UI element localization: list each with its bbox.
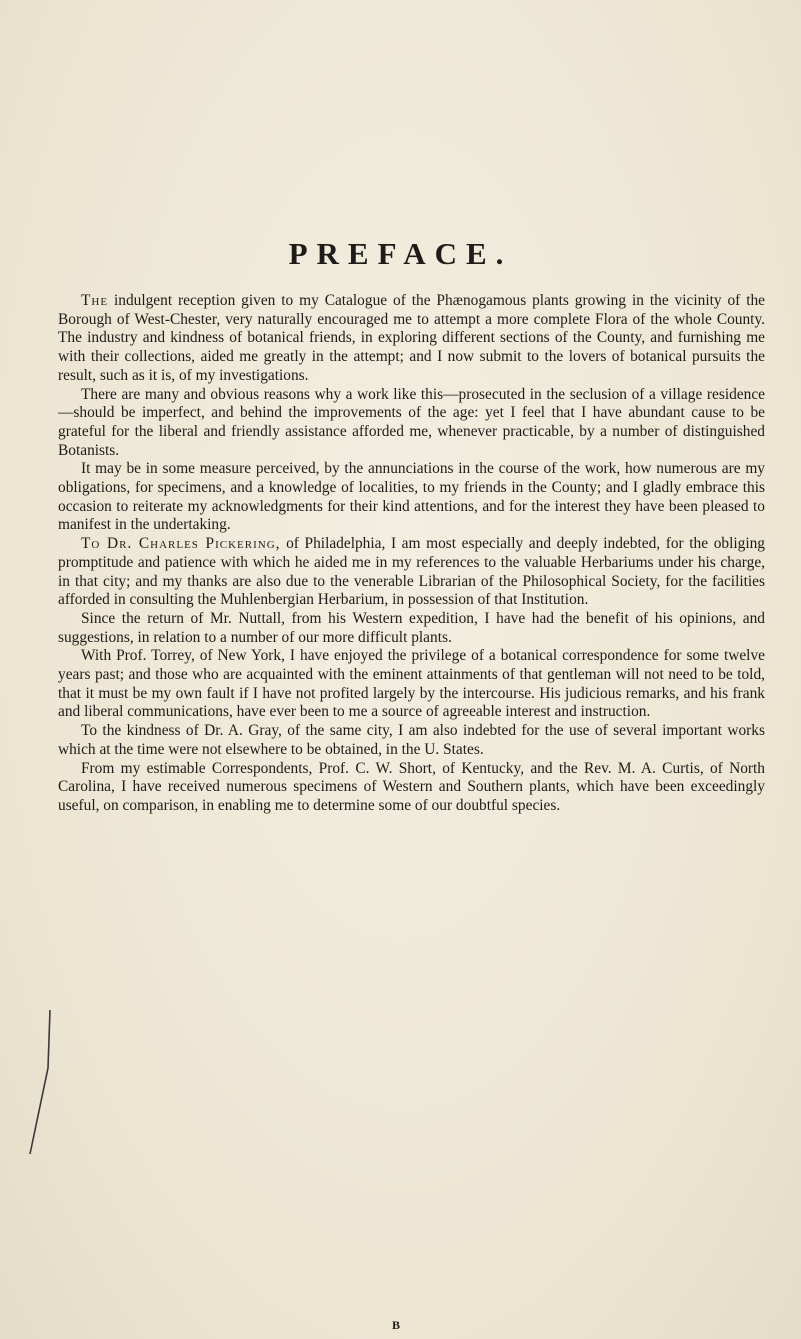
paragraph-text: From my estimable Correspondents, Prof. C. W. Short, of Kentucky, and the Rev. M. A. Curtis, of North Carolina, I have received numerous specimens of Western and Southern plants, which have been exceedingly useful, on comparison, in enabling me to determine some of our doubtful species. — [58, 759, 765, 814]
paragraph-lead: To Dr. Charles Pickering, — [81, 535, 281, 553]
paragraph-6 — [58, 647, 765, 722]
paragraph-1 — [58, 292, 765, 386]
paragraph-5 — [58, 610, 765, 647]
signature-mark: B — [392, 1318, 401, 1332]
paragraph-text: With Prof. Torrey, of New York, I have enjoyed the privilege of a botanical correspondence for some twelve years past; and those who are acquainted with the eminent attainments of that gentleman will not need to be told, that it must be my own fault if I have not profited largely by the intercourse. His judicious remarks, and his frank and liberal communications, have ever been to me a source of agreeable interest and instruction. — [58, 647, 765, 721]
paragraph-2 — [58, 386, 765, 461]
paragraph-text: There are many and obvious reasons why a work like this—prosecuted in the seclusion of a village residence—should be imperfect, and behind the improvements of the age: yet I feel that I have abundant cause to be grateful for the liberal and friendly assistance afforded me, whenever practicable, by a number of distinguished Botanists. — [58, 385, 765, 459]
paragraph-text: Since the return of Mr. Nuttall, from his Western expedition, I have had the benefit of his opinions, and suggestions, in relation to a number of our more difficult plants. — [58, 609, 765, 646]
paragraph-text: of Philadelphia, I am most especially and deeply indebted, for the obliging promptitude and patience with which he aided me in my references to the valuable Herbariums under his charge, in that city; and my thanks are also due to the venerable Librarian of the Philosophical Society, for the facilities afforded in consulting the Muhlenbergian Herbarium, in possession of that Institution. — [58, 535, 765, 609]
paragraph-text: indulgent reception given to my Catalogue of the Phænogamous plants growing in the vicinity of the Borough of West-Chester, very naturally encouraged me to attempt a more complete Flora of the whole County. The industry and kindness of botanical friends, in exploring different sections of the County, and furnishing me with their collections, aided me greatly in the attempt; and I now submit to the lovers of botanical pursuits the result, such as it is, of my investigations. — [58, 292, 765, 384]
page-title: PREFACE. — [288, 236, 513, 271]
paragraph-text: It may be in some measure perceived, by the annunciations in the course of the work, how numerous are my obligations, for specimens, and a knowledge of localities, to my friends in the County; and I gladly embrace this occasion to reiterate my acknowledgments for their kind attentions, and for the interest they have been pleased to manifest in the undertaking. — [58, 460, 765, 534]
paragraph-lead: The — [81, 292, 109, 309]
paragraph-3 — [58, 460, 765, 535]
paragraph-7 — [58, 722, 765, 759]
paragraph-4 — [58, 535, 765, 610]
preface-body — [58, 292, 765, 816]
pencil-mark — [18, 1008, 58, 1158]
paragraph-text: To the kindness of Dr. A. Gray, of the same city, I am also indebted for the use of several important works which at the time were not elsewhere to be obtained, in the U. States. — [58, 722, 765, 758]
paragraph-8 — [58, 760, 765, 816]
